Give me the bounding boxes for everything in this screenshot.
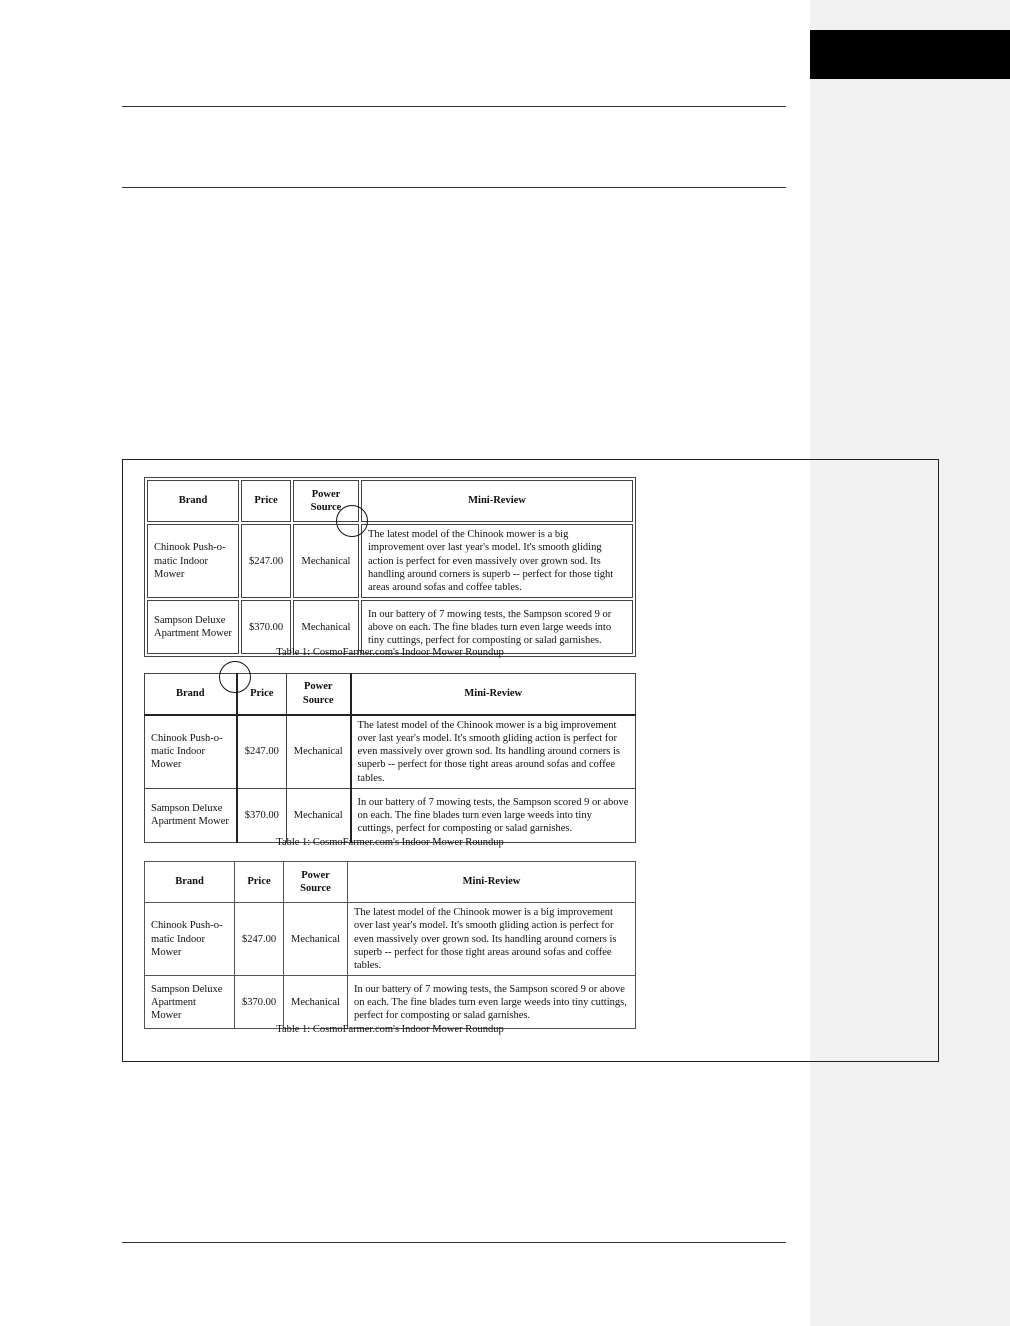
mower-table-2 (144, 673, 636, 843)
cell-price: $247.00 (235, 903, 284, 976)
mower-table-1 (144, 477, 636, 657)
header-brand: Brand (147, 480, 239, 522)
header-mini-review: Mini-Review (348, 862, 636, 903)
cell-brand: Chinook Push-o-matic Indoor Mower (145, 715, 237, 789)
header-bottom-rule (122, 187, 786, 188)
table-row (145, 788, 636, 842)
cell-brand: Sampson Deluxe Apartment Mower (145, 976, 235, 1029)
header-top-rule (122, 106, 786, 107)
header-brand: Brand (145, 674, 237, 715)
table (144, 673, 636, 843)
cell-price: $247.00 (237, 715, 287, 789)
cell-brand: Sampson Deluxe Apartment Mower (145, 788, 237, 842)
table-caption: Table 1: CosmoFarmer.com's Indoor Mower Roundup (276, 647, 504, 658)
table-row (145, 976, 636, 1029)
header-price: Price (241, 480, 291, 522)
header-price: Price (237, 674, 287, 715)
table-row (147, 524, 633, 598)
cell-power-source: Mechanical (284, 903, 348, 976)
table-row (145, 715, 636, 789)
cell-power-source: Mechanical (287, 715, 351, 789)
footer-rule (122, 1242, 786, 1243)
table-caption: Table 1: CosmoFarmer.com's Indoor Mower Roundup (276, 1024, 504, 1035)
cell-mini-review: In our battery of 7 mowing tests, the Sampson scored 9 or above on each. The fine blades turn even large weeds into tiny cuttings, perfect for composting or salad garnishes. (361, 600, 633, 654)
cell-price: $370.00 (235, 976, 284, 1029)
cell-brand: Chinook Push-o-matic Indoor Mower (147, 524, 239, 598)
cell-power-source: Mechanical (293, 600, 359, 654)
mower-table-3 (144, 861, 636, 1029)
header-mini-review: Mini-Review (361, 480, 633, 522)
header-mini-review: Mini-Review (351, 674, 636, 715)
cell-brand: Sampson Deluxe Apartment Mower (147, 600, 239, 654)
table-caption: Table 1: CosmoFarmer.com's Indoor Mower Roundup (276, 837, 504, 848)
cell-power-source: Mechanical (284, 976, 348, 1029)
header-price: Price (235, 862, 284, 903)
callout-circle (219, 661, 251, 693)
header-power-source: Power Source (284, 862, 348, 903)
header-brand: Brand (145, 862, 235, 903)
cell-price: $370.00 (241, 600, 291, 654)
cell-mini-review: The latest model of the Chinook mower is a big improvement over last year's model. It's smooth gliding action is perfect for even massively over grown sod. Its handling around corners is superb -- perfect for those tight areas around sofas and coffee tables. (361, 524, 633, 598)
table-row (145, 903, 636, 976)
table (144, 861, 636, 1029)
cell-price: $370.00 (237, 788, 287, 842)
sidebar-black-tab (810, 30, 1010, 79)
cell-mini-review: In our battery of 7 mowing tests, the Sampson scored 9 or above on each. The fine blades turn even large weeds into tiny cuttings, perfect for composting or salad garnishes. (348, 976, 636, 1029)
cell-price: $247.00 (241, 524, 291, 598)
header-power-source: Power Source (287, 674, 351, 715)
cell-mini-review: The latest model of the Chinook mower is a big improvement over last year's model. It's smooth gliding action is perfect for even massively over grown sod. Its handling around corners is superb -- perfect for those tight areas around sofas and coffee tables. (348, 903, 636, 976)
table (144, 477, 636, 657)
cell-mini-review: The latest model of the Chinook mower is a big improvement over last year's model. It's smooth gliding action is perfect for even massively over grown sod. Its handling around corners is superb -- perfect for those tight areas around sofas and coffee tables. (351, 715, 636, 789)
callout-circle (336, 505, 368, 537)
cell-mini-review: In our battery of 7 mowing tests, the Sampson scored 9 or above on each. The fine blades turn even large weeds into tiny cuttings, perfect for composting or salad garnishes. (351, 788, 636, 842)
header-power-source: Power Source (293, 480, 359, 522)
cell-power-source: Mechanical (287, 788, 351, 842)
cell-power-source: Mechanical (293, 524, 359, 598)
cell-brand: Chinook Push-o-matic Indoor Mower (145, 903, 235, 976)
